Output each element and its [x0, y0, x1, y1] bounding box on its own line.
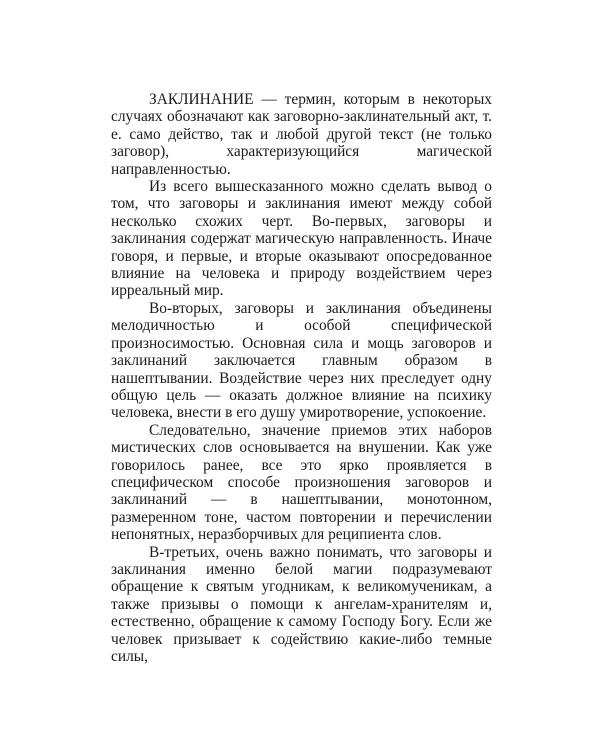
paragraph-4: Следовательно, значение приемов этих наборов мистических слов основывается на внушении. Как уже говорилось ранее, все это ярко проявляется в специфическом способе произношения заговоров и заклинаний — в нашептывании, монотонном, размеренном тоне, частом повторении и перечислении непонятных, неразборчивых для реципиента слов.: [111, 421, 492, 544]
paragraph-5: В-третьих, очень важно понимать, что заговоры и заклинания именно белой магии подразумевают обращение к святым угодникам, к великомученикам, а также призывы о помощи к ангелам-хранителям и, естественно, обращение к самому Господу Богу. Если же человек призывает к содействию какие-либо темные силы,: [111, 543, 492, 665]
paragraph-2: Из всего вышесказанного можно сделать вывод о том, что заговоры и заклинания имеют между собой несколько схожих черт. Во-первых, заговоры и заклинания содержат магическую направленность. Иначе говоря, и первые, и вторые оказывают опосредованное влияние на человека и природу воздействием через ирреальный мир.: [111, 178, 492, 300]
paragraph-3: Во-вторых, заговоры и заклинания объединены мелодичностью и особой специфической произносимостью. Основная сила и мощь заговоров и заклинаний заключается главным образом в нашептывании. Воздействие через них преследует одну общую цель — оказать должное влияние на психику человека, внести в его душу умиротворение, успокоение.: [111, 299, 492, 422]
paragraph-1: ЗАКЛИНАНИЕ — термин, которым в некоторых случаях обозначают как заговорно-заклинательный акт, т. е. само действо, так и любой другой текст (не только заговор), характеризующийся магической направленностью.: [111, 91, 492, 178]
document-page: [111, 91, 492, 665]
